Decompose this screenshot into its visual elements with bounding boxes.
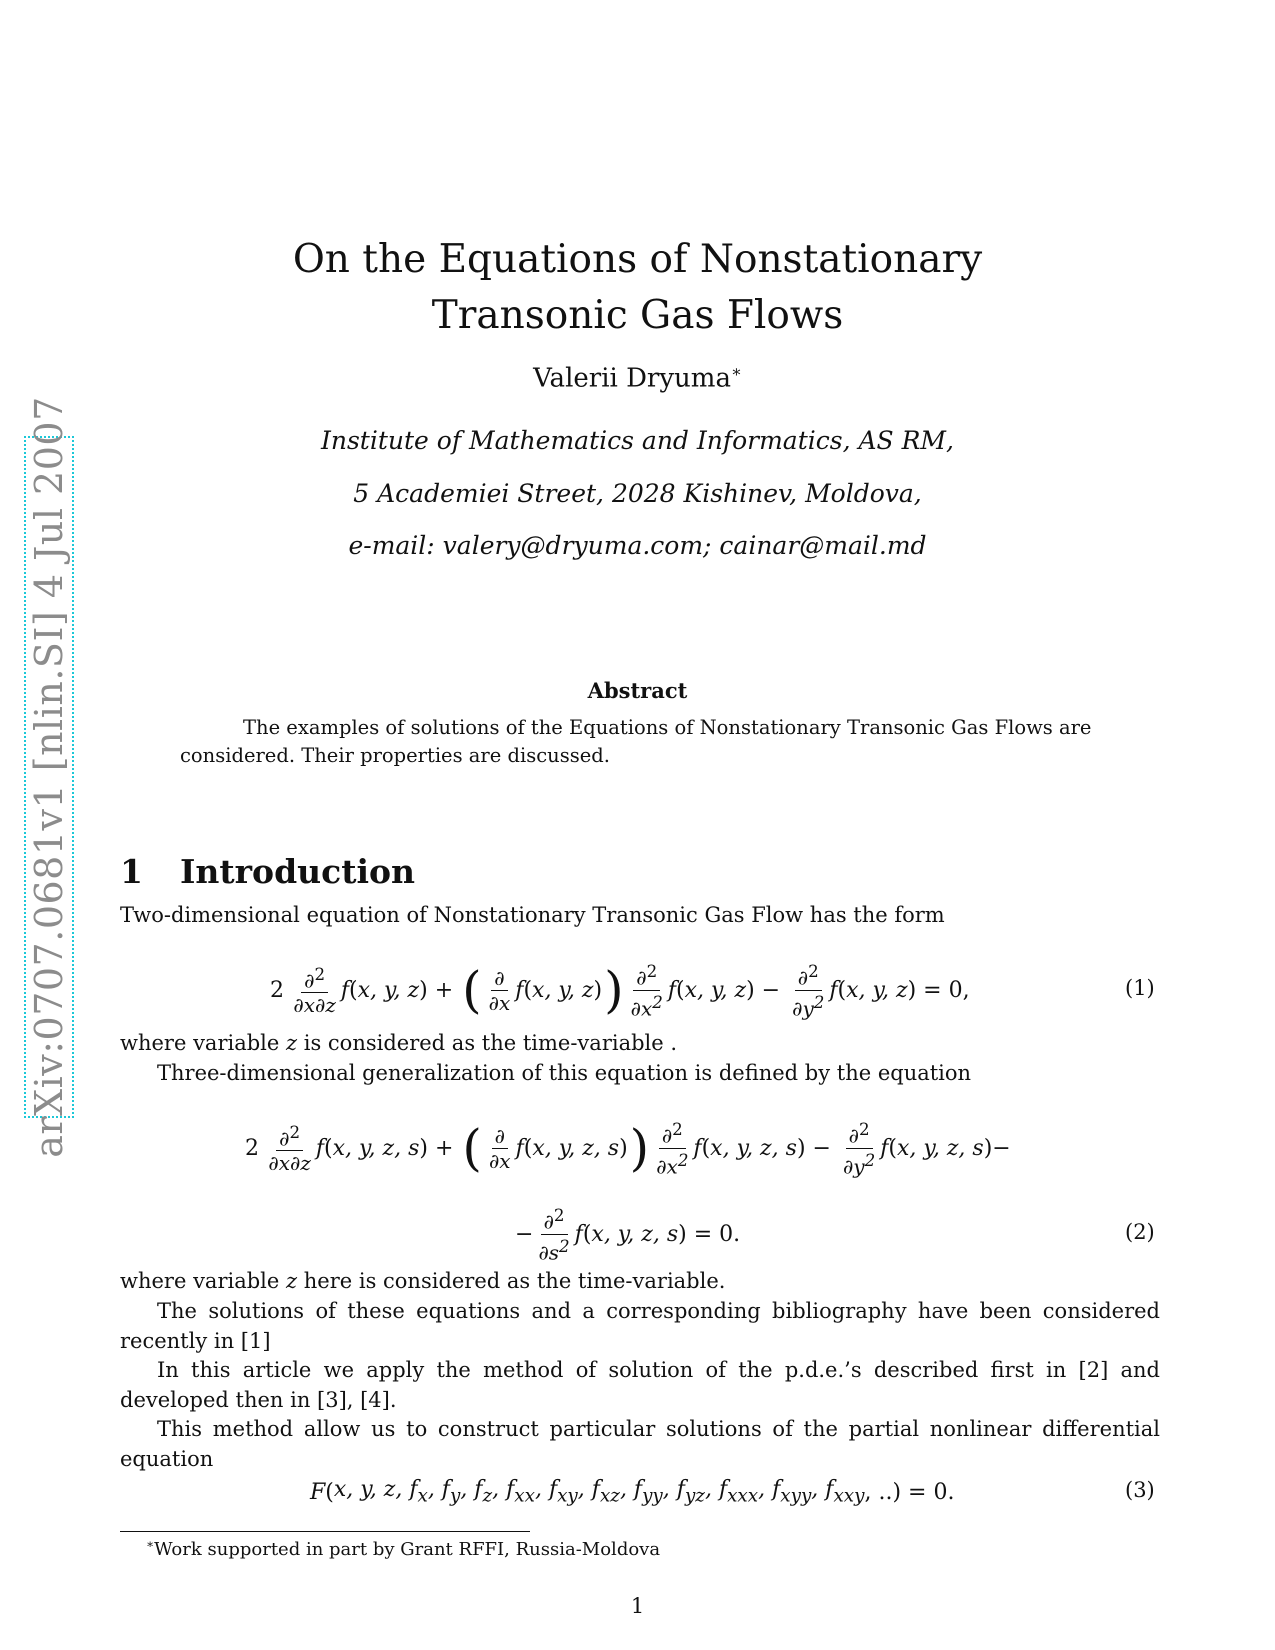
paragraph-3: Three-dimensional generalization of this equation is defined by the equation bbox=[157, 1061, 972, 1085]
section-heading bbox=[120, 852, 415, 891]
paragraph-1: Two-dimensional equation of Nonstationary Transonic Gas Flow has the form bbox=[120, 903, 945, 927]
paragraph-4 bbox=[120, 1266, 1160, 1296]
title-line-1: On the Equations of Nonstationary bbox=[292, 237, 983, 282]
affiliation-email: e-mail: valery@dryuma.com; cainar@mail.md bbox=[348, 531, 927, 560]
author-name: Valerii Dryuma bbox=[533, 363, 731, 394]
author bbox=[0, 362, 1275, 394]
paragraph-2-post: is considered as the time-variable . bbox=[297, 1031, 678, 1055]
paragraph-2-var: z bbox=[286, 1031, 298, 1055]
paragraph-7: This method allow us to construct particular solutions of the partial nonlinear differential equation bbox=[120, 1417, 1160, 1471]
title-line-2: Transonic Gas Flows bbox=[431, 293, 844, 338]
equation-3: F ( x, y, z, $f_x$, $f_y$, $f_z$, $f_{xx}$, $f_{xy}$, $f_{xz}$, $f_{yy}$, $f_{yz}$, $f_{xxx}$, $f_{xyy}$, $f_{xxy}$ , ..) = 0. bbox=[310, 1477, 955, 1507]
paragraph-5: The solutions of these equations and a corresponding bibliography have been considered recently in [1] bbox=[120, 1299, 1160, 1353]
footnote-text: Work supported in part by Grant RFFI, Russia-Moldova bbox=[154, 1539, 661, 1560]
equation-2-line-1: 2 $\frac{\partial^2}{\partial x\partial z}$ f ( x, y, z, s ) + ( $\frac{\partial}{\partial x}$ f ( x, y, z, s ) ) $\frac{\partial^2}{\partial x^2}$ f ( x, y, z, s ) − $\frac{\partial^2}{\partial y^2}$ f ( x, y, z, s )− bbox=[245, 1119, 1011, 1179]
paragraph-2-pre: where variable bbox=[120, 1031, 286, 1055]
page-number: 1 bbox=[630, 1594, 645, 1618]
paragraph-4-var: z bbox=[286, 1269, 298, 1293]
paper-title bbox=[0, 232, 1275, 344]
abstract-heading: Abstract bbox=[587, 678, 688, 703]
paragraph-4-pre: where variable bbox=[120, 1269, 286, 1293]
author-footnote-mark: ∗ bbox=[730, 362, 742, 381]
footnote bbox=[146, 1537, 660, 1560]
arxiv-stamp-text: arXiv:0707.0681v1 [nlin.SI] 4 Jul 2007 bbox=[27, 396, 71, 1158]
section-title: Introduction bbox=[180, 852, 416, 891]
footnote-mark: ∗ bbox=[146, 1537, 155, 1551]
equation-number-3: (3) bbox=[1125, 1478, 1155, 1502]
section-number: 1 bbox=[120, 852, 143, 891]
equation-number-1: (1) bbox=[1125, 976, 1155, 1000]
affiliation-line-2: 5 Academiei Street, 2028 Kishinev, Moldova, bbox=[353, 479, 922, 508]
paragraph-6: In this article we apply the method of solution of the p.d.e.’s described first in [2] and developed then in [3], [4]. bbox=[120, 1358, 1160, 1412]
affiliation-line-1: Institute of Mathematics and Informatics, AS RM, bbox=[321, 426, 954, 455]
equation-1: 2 $\frac{\partial^2}{\partial x\partial z}$ f ( x, y, z ) + ( $\frac{\partial}{\partial x}$ f ( x, y, z ) ) $\frac{\partial^2}{\partial x^2}$ f ( x, y, z ) − $\frac{\partial^2}{\partial y^2}$ f ( x, y, z ) = 0, bbox=[270, 961, 970, 1021]
paragraph-2 bbox=[120, 1028, 1160, 1058]
equation-2-line-2: − $\frac{\partial^2}{\partial s^2}$ f ( x, y, z, s ) = 0. bbox=[515, 1205, 741, 1265]
equation-number-2: (2) bbox=[1125, 1220, 1155, 1244]
abstract-text: The examples of solutions of the Equations of Nonstationary Transonic Gas Flows are considered. Their properties are discussed. bbox=[180, 716, 1092, 767]
footnote-rule bbox=[120, 1531, 530, 1532]
paragraph-4-post: here is considered as the time-variable. bbox=[297, 1269, 726, 1293]
